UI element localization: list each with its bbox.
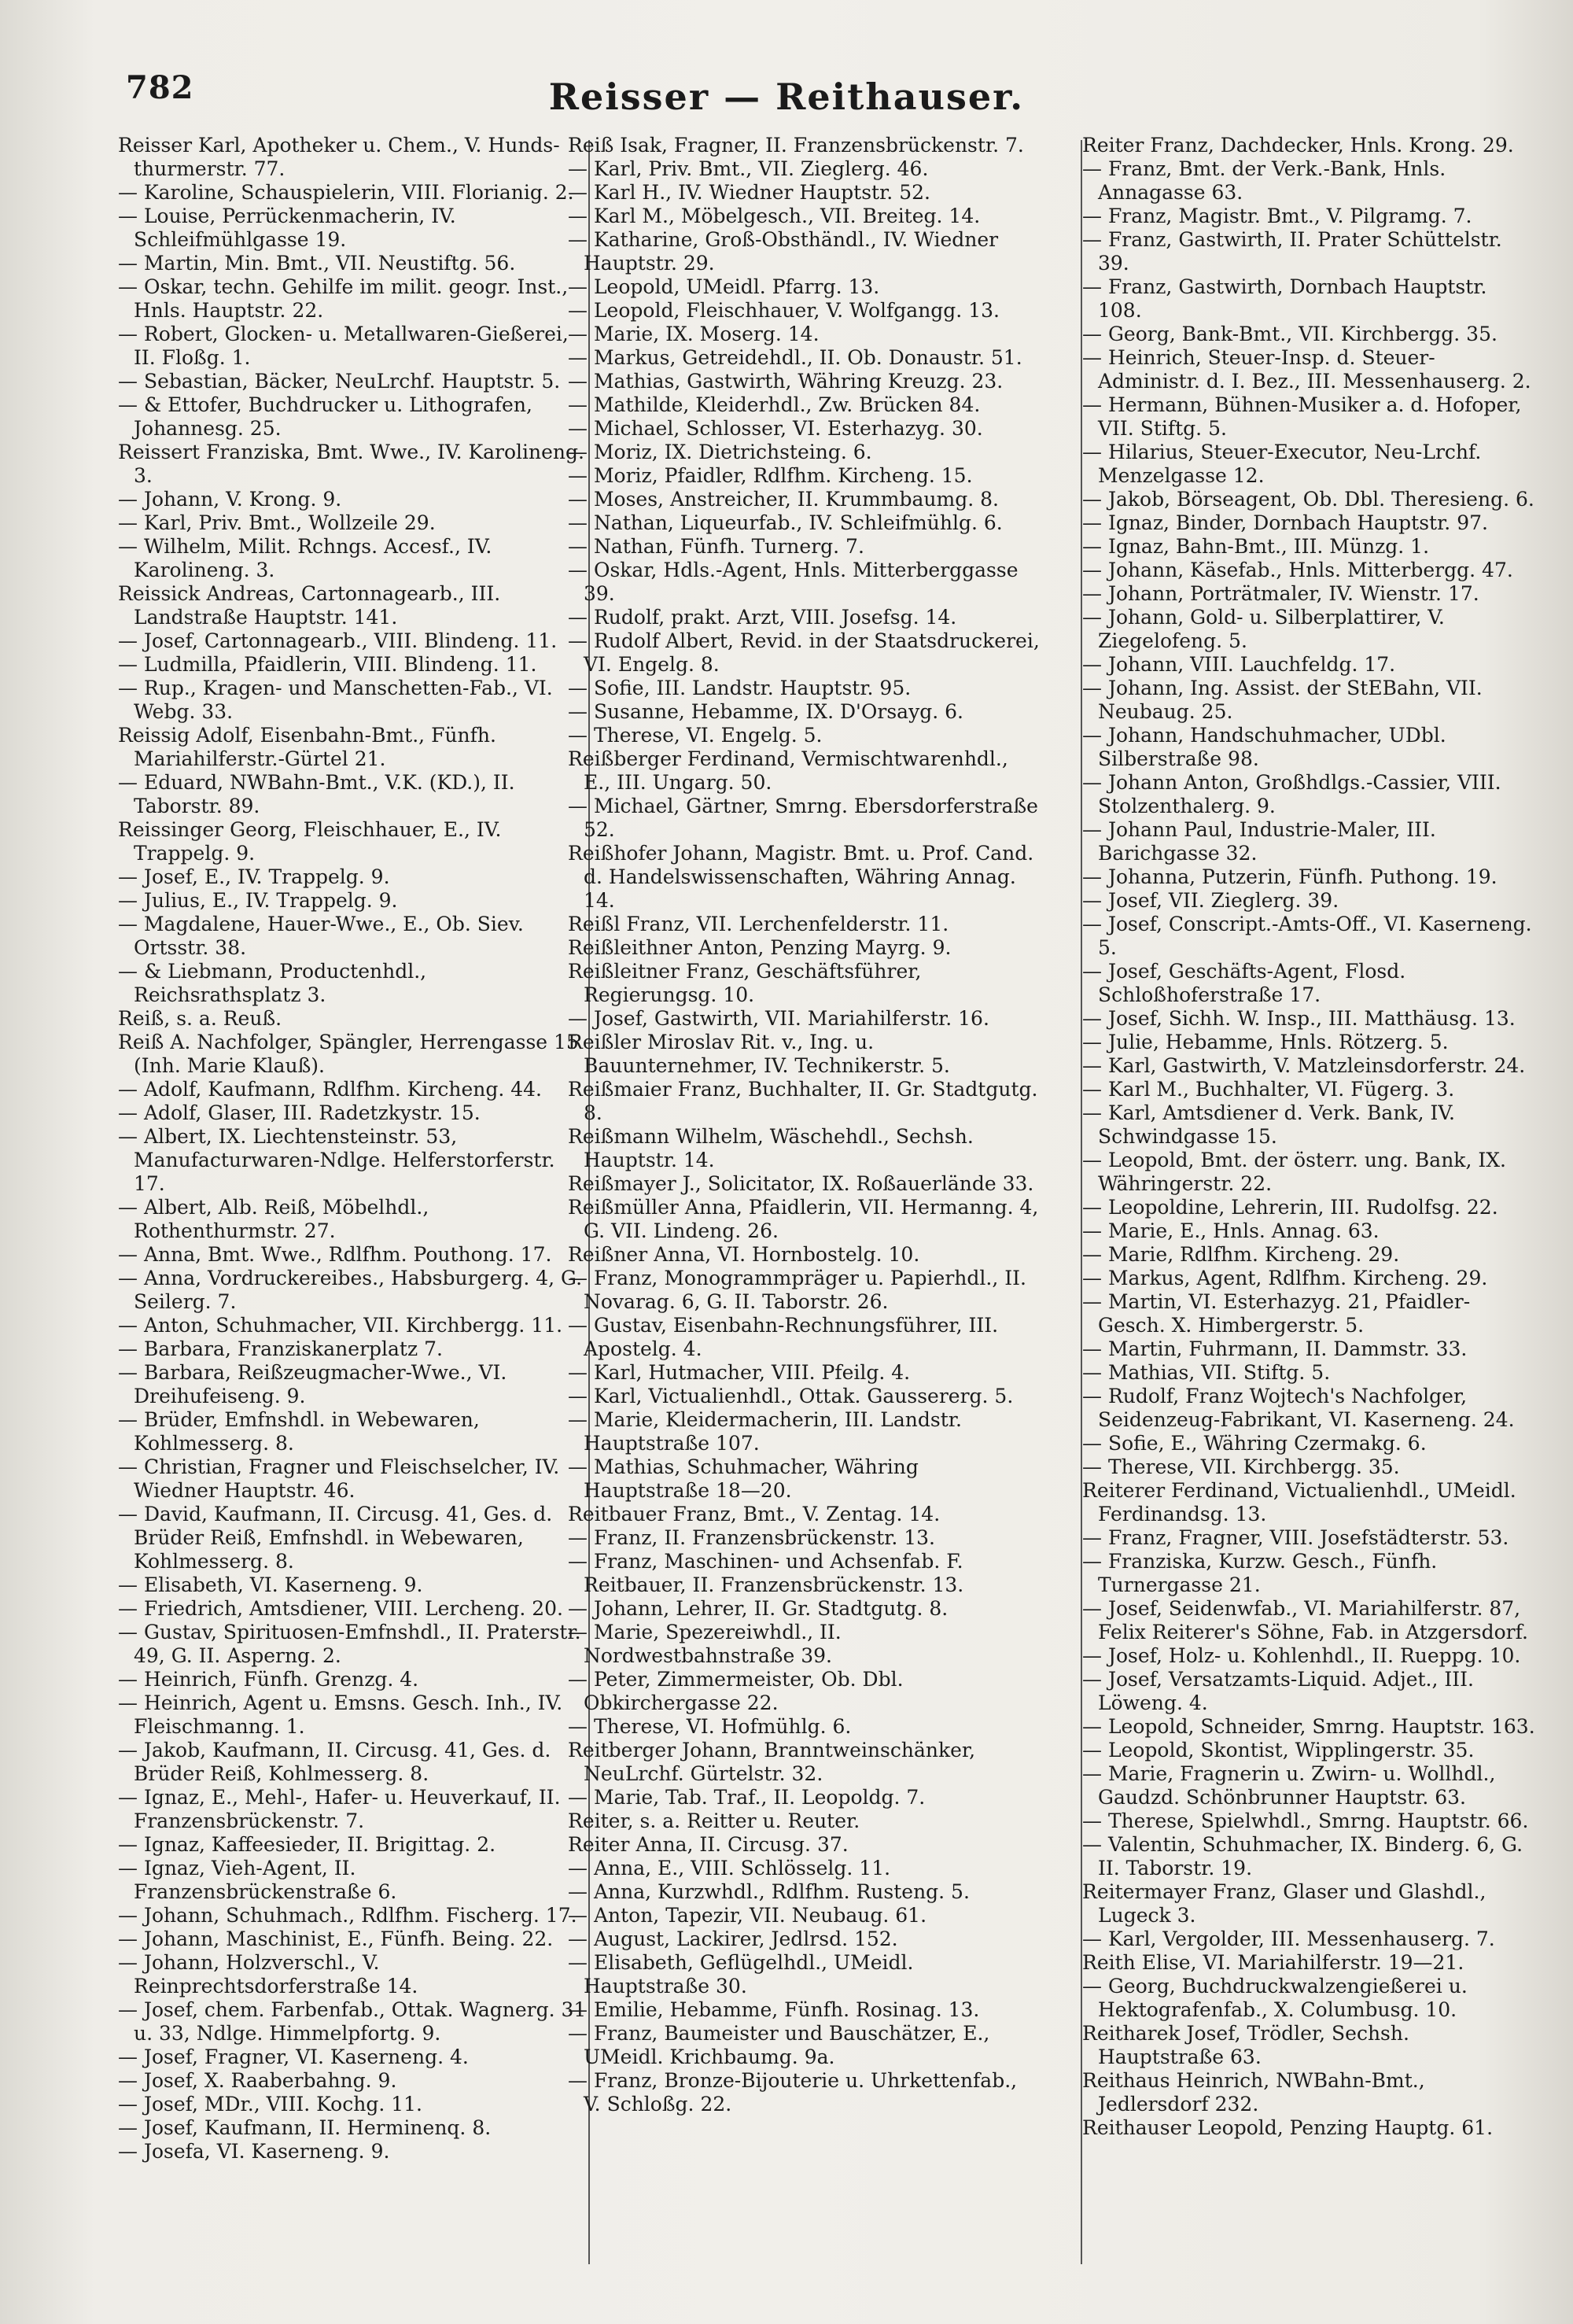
directory-entry: — Anton, Tapezir, VII. Neubaug. 61.: [568, 1904, 927, 1927]
directory-entry: — Christian, Fragner und Fleischselcher, IV. Wiedner Hauptstr. 46.: [118, 1455, 560, 1502]
directory-entry: — Franz, Maschinen- und Achsenfab. F. Reitbauer, II. Franzensbrückenstr. 13.: [568, 1550, 964, 1596]
directory-entry: — Magdalene, Hauer-Wwe., E., Ob. Siev. Ortsstr. 38.: [118, 913, 524, 959]
directory-entry: — Johann, Schuhmach., Rdlfhm. Fischerg. 17.: [118, 1904, 577, 1927]
directory-entry: — Josef, MDr., VIII. Kochg. 11.: [118, 2093, 422, 2116]
directory-entry: — Anna, E., VIII. Schlösselg. 11.: [568, 1857, 891, 1879]
directory-entry: — Michael, Gärtner, Smrng. Ebersdorferstraße 52.: [568, 795, 1038, 841]
directory-entry: — Leopoldine, Lehrerin, III. Rudolfsg. 22.: [1082, 1196, 1498, 1219]
directory-entry: — Albert, Alb. Reiß, Möbelhdl., Rothenthurmstr. 27.: [118, 1196, 429, 1242]
directory-entry: — Karl, Priv. Bmt., Wollzeile 29.: [118, 511, 436, 534]
directory-entry: — Ignaz, Kaffeesieder, II. Brigittag. 2.: [118, 1833, 496, 1856]
directory-entry: — Franz, Bmt. der Verk.-Bank, Hnls. Annagasse 63.: [1082, 157, 1446, 204]
directory-entry: — Josef, Holz- u. Kohlenhdl., II. Rueppg. 10.: [1082, 1644, 1521, 1667]
directory-entry: — Franziska, Kurzw. Gesch., Fünfh. Turnergasse 21.: [1082, 1550, 1438, 1596]
directory-entry: — Barbara, Reißzeugmacher-Wwe., VI. Dreihufeiseng. 9.: [118, 1361, 507, 1407]
directory-entry: Reitermayer Franz, Glaser und Glashdl., Lugeck 3.: [1082, 1880, 1486, 1927]
directory-entry: — Karl M., Möbelgesch., VII. Breiteg. 14.: [568, 205, 981, 227]
directory-entry: Reiter, s. a. Reitter u. Reuter.: [568, 1809, 860, 1832]
directory-entry: — Georg, Bank-Bmt., VII. Kirchbergg. 35.: [1082, 323, 1497, 345]
directory-entry: — Johann, V. Krong. 9.: [118, 488, 342, 511]
directory-entry: — David, Kaufmann, II. Circusg. 41, Ges. d. Brüder Reiß, Emfnshdl. in Webewaren, Kohlmesserg. 8.: [118, 1503, 553, 1573]
directory-entry: Reißhofer Johann, Magistr. Bmt. u. Prof. Cand. d. Handelswissenschaften, Währing Annag. 14.: [568, 842, 1034, 912]
directory-entry: — Gustav, Eisenbahn-Rechnungsführer, III. Apostelg. 4.: [568, 1314, 999, 1360]
column-left: [118, 134, 590, 2164]
directory-entry: Reißleitner Franz, Geschäftsführer, Regierungsg. 10.: [568, 960, 922, 1006]
directory-entry: — Hermann, Bühnen-Musiker a. d. Hofoper, VII. Stiftg. 5.: [1082, 393, 1522, 440]
directory-entry: — Marie, Fragnerin u. Zwirn- u. Wollhdl., Gaudzd. Schönbrunner Hauptstr. 63.: [1082, 1762, 1496, 1809]
directory-entry: — Eduard, NWBahn-Bmt., V.K. (KD.), II. Taborstr. 89.: [118, 771, 515, 817]
directory-entry: — Leopold, Schneider, Smrng. Hauptstr. 163.: [1082, 1715, 1535, 1738]
directory-entry: — Karl, Amtsdiener d. Verk. Bank, IV. Schwindgasse 15.: [1082, 1101, 1455, 1148]
directory-entry: — Jakob, Börseagent, Ob. Dbl. Theresieng. 6.: [1082, 488, 1534, 511]
directory-entry: — Karl, Hutmacher, VIII. Pfeilg. 4.: [568, 1361, 911, 1384]
directory-entry: — Ignaz, Bahn-Bmt., III. Münzg. 1.: [1082, 535, 1430, 558]
directory-entry: — Mathias, Schuhmacher, Währing Hauptstraße 18—20.: [568, 1455, 919, 1502]
directory-entry: Reiter Anna, II. Circusg. 37.: [568, 1833, 849, 1856]
directory-entry: — Sofie, E., Währing Czermakg. 6.: [1082, 1432, 1427, 1455]
directory-entry: Reissig Adolf, Eisenbahn-Bmt., Fünfh. Mariahilferstr.-Gürtel 21.: [118, 724, 496, 770]
directory-entry: — Susanne, Hebamme, IX. D'Orsayg. 6.: [568, 700, 963, 723]
directory-entry: — Katharine, Groß-Obsthändl., IV. Wiedner Hauptstr. 29.: [568, 228, 999, 275]
directory-entry: — Karl, Gastwirth, V. Matzleinsdorferstr. 24.: [1082, 1054, 1526, 1077]
directory-entry: — Mathilde, Kleiderhdl., Zw. Brücken 84.: [568, 393, 981, 416]
directory-entry: — Oskar, techn. Gehilfe im milit. geogr. Inst., Hnls. Hauptstr. 22.: [118, 275, 569, 322]
directory-entry: — Marie, Tab. Traf., II. Leopoldg. 7.: [568, 1786, 926, 1809]
directory-entry: Reißmayer J., Solicitator, IX. Roßauerlände 33.: [568, 1172, 1034, 1195]
directory-entry: — Franz, Bronze-Bijouterie u. Uhrkettenfab., V. Schloßg. 22.: [568, 2069, 1018, 2116]
directory-entry: — Franz, Magistr. Bmt., V. Pilgramg. 7.: [1082, 205, 1472, 227]
directory-entry: — Adolf, Glaser, III. Radetzkystr. 15.: [118, 1101, 481, 1124]
directory-entry: — Josef, VII. Zieglerg. 39.: [1082, 889, 1339, 912]
directory-entry: — Hilarius, Steuer-Executor, Neu-Lrchf. Menzelgasse 12.: [1082, 441, 1482, 487]
directory-entry: Reithauser Leopold, Penzing Hauptg. 61.: [1082, 2116, 1494, 2139]
directory-entry: Reisser Karl, Apotheker u. Chem., V. Hunds-thurmerstr. 77.: [118, 134, 560, 180]
directory-entry: — Julie, Hebamme, Hnls. Rötzerg. 5.: [1082, 1031, 1449, 1053]
directory-entry: — Heinrich, Fünfh. Grenzg. 4.: [118, 1668, 419, 1691]
directory-entry: — Albert, IX. Liechtensteinstr. 53, Manufacturwaren-Ndlge. Helferstorferstr. 17.: [118, 1125, 555, 1195]
directory-entry: Reißmüller Anna, Pfaidlerin, VII. Hermanng. 4, G. VII. Lindeng. 26.: [568, 1196, 1039, 1242]
directory-entry: — Marie, Rdlfhm. Kircheng. 29.: [1082, 1243, 1400, 1266]
directory-entry: — Ludmilla, Pfaidlerin, VIII. Blindeng. 11.: [118, 653, 537, 676]
directory-entry: — Wilhelm, Milit. Rchngs. Accesf., IV. Karolineng. 3.: [118, 535, 492, 581]
directory-entry: Reissert Franziska, Bmt. Wwe., IV. Karolineng. 3.: [118, 441, 584, 487]
directory-entry: — Peter, Zimmermeister, Ob. Dbl. Obkirchergasse 22.: [568, 1668, 904, 1714]
directory-entry: — & Ettofer, Buchdrucker u. Lithografen, Johannesg. 25.: [118, 393, 532, 440]
directory-entry: — Oskar, Hdls.-Agent, Hnls. Mitterberggasse 39.: [568, 559, 1019, 605]
directory-entry: — Karoline, Schauspielerin, VIII. Florianig. 2.: [118, 181, 574, 204]
directory-entry: — Josef, E., IV. Trappelg. 9.: [118, 865, 390, 888]
directory-entry: — Adolf, Kaufmann, Rdlfhm. Kircheng. 44.: [118, 1078, 543, 1101]
directory-entry: — Johann, Lehrer, II. Gr. Stadtgutg. 8.: [568, 1597, 949, 1620]
directory-entry: — Karl M., Buchhalter, VI. Fügerg. 3.: [1082, 1078, 1455, 1101]
column-middle: [568, 134, 1040, 2116]
directory-entry: — Jakob, Kaufmann, II. Circusg. 41, Ges. d. Brüder Reiß, Kohlmesserg. 8.: [118, 1739, 551, 1785]
directory-entry: — Johann, Porträtmaler, IV. Wienstr. 17.: [1082, 582, 1479, 605]
directory-entry: — Josef, Gastwirth, VII. Mariahilferstr. 16.: [568, 1007, 989, 1030]
directory-entry: — Franz, Gastwirth, Dornbach Hauptstr. 108.: [1082, 275, 1487, 322]
directory-entry: — Brüder, Emfnshdl. in Webewaren, Kohlmesserg. 8.: [118, 1408, 480, 1455]
directory-entry: — Franz, Baumeister und Bauschätzer, E., UMeidl. Krichbaumg. 9a.: [568, 2022, 990, 2068]
column-right: [1082, 134, 1535, 2140]
directory-entry: — Marie, E., Hnls. Annag. 63.: [1082, 1219, 1380, 1242]
directory-entry: — Louise, Perrückenmacherin, IV. Schleifmühlgasse 19.: [118, 205, 456, 251]
directory-entry: — Heinrich, Agent u. Emsns. Gesch. Inh., IV. Fleischmanng. 1.: [118, 1691, 563, 1738]
directory-entry: — August, Lackirer, Jedlrsd. 152.: [568, 1927, 898, 1950]
directory-entry: — Elisabeth, Geflügelhdl., UMeidl. Hauptstraße 30.: [568, 1951, 914, 1998]
directory-entry: Reithaus Heinrich, NWBahn-Bmt., Jedlersdorf 232.: [1082, 2069, 1425, 2116]
directory-entry: Reiterer Ferdinand, Victualienhdl., UMeidl. Ferdinandsg. 13.: [1082, 1479, 1516, 1525]
directory-entry: — Marie, Spezereiwhdl., II. Nordwestbahnstraße 39.: [568, 1621, 842, 1667]
directory-entry: — Marie, Kleidermacherin, III. Landstr. Hauptstraße 107.: [568, 1408, 962, 1455]
directory-entry: Reissick Andreas, Cartonnagearb., III. Landstraße Hauptstr. 141.: [118, 582, 501, 629]
directory-entry: — Leopold, Fleischhauer, V. Wolfgangg. 13.: [568, 299, 1000, 322]
page-number: 782: [126, 69, 194, 106]
directory-entry: — Markus, Getreidehdl., II. Ob. Donaustr. 51.: [568, 346, 1022, 369]
directory-entry: — Emilie, Hebamme, Fünfh. Rosinag. 13.: [568, 1998, 980, 2021]
directory-entry: Reißner Anna, VI. Hornbostelg. 10.: [568, 1243, 920, 1266]
directory-entry: Reitberger Johann, Branntweinschänker, NeuLrchf. Gürtelstr. 32.: [568, 1739, 976, 1785]
directory-entry: — Josefa, VI. Kaserneng. 9.: [118, 2140, 390, 2163]
directory-entry: — Mathias, VII. Stiftg. 5.: [1082, 1361, 1331, 1384]
directory-entry: — Karl, Vergolder, III. Messenhauserg. 7.: [1082, 1927, 1495, 1950]
directory-entry: — Johann, VIII. Lauchfeldg. 17.: [1082, 653, 1396, 676]
directory-entry: — Georg, Buchdruckwalzengießerei u. Hektografenfab., X. Columbusg. 10.: [1082, 1975, 1468, 2021]
directory-entry: Reitharek Josef, Trödler, Sechsh. Hauptstraße 63.: [1082, 2022, 1409, 2068]
directory-entry: — Leopold, Bmt. der österr. ung. Bank, IX. Währingerstr. 22.: [1082, 1149, 1506, 1195]
directory-entry: — Josef, X. Raaberbahng. 9.: [118, 2069, 397, 2092]
directory-entry: — Franz, Fragner, VIII. Josefstädterstr. 53.: [1082, 1526, 1509, 1549]
directory-entry: — Karl, Victualienhdl., Ottak. Gaussererg. 5.: [568, 1385, 1014, 1407]
directory-entry: — Johann Paul, Industrie-Maler, III. Barichgasse 32.: [1082, 818, 1436, 865]
directory-entry: Reißmaier Franz, Buchhalter, II. Gr. Stadtgutg. 8.: [568, 1078, 1038, 1124]
directory-entry: — Josef, Conscript.-Amts-Off., VI. Kaserneng. 5.: [1082, 913, 1532, 959]
directory-entry: — Franz, Monogrammpräger u. Papierhdl., II. Novarag. 6, G. II. Taborstr. 26.: [568, 1267, 1026, 1313]
directory-entry: — Josef, Kaufmann, II. Herminenq. 8.: [118, 2116, 492, 2139]
directory-entry: — Therese, VI. Engelg. 5.: [568, 724, 823, 747]
directory-entry: Reißberger Ferdinand, Vermischtwarenhdl., E., III. Ungarg. 50.: [568, 747, 1008, 794]
directory-entry: — Rudolf, Franz Wojtech's Nachfolger, Seidenzeug-Fabrikant, VI. Kaserneng. 24.: [1082, 1385, 1515, 1431]
directory-entry: — Sebastian, Bäcker, NeuLrchf. Hauptstr. 5.: [118, 370, 561, 393]
directory-entry: Reiter Franz, Dachdecker, Hnls. Krong. 29.: [1082, 134, 1514, 157]
directory-entry: Reiß, s. a. Reuß.: [118, 1007, 282, 1030]
directory-entry: — Barbara, Franziskanerplatz 7.: [118, 1337, 443, 1360]
directory-entry: — Marie, IX. Moserg. 14.: [568, 323, 820, 345]
directory-entry: — Martin, Fuhrmann, II. Dammstr. 33.: [1082, 1337, 1468, 1360]
directory-entry: — Therese, VII. Kirchbergg. 35.: [1082, 1455, 1400, 1478]
directory-entry: — Josef, chem. Farbenfab., Ottak. Wagnerg. 31 u. 33, Ndlge. Himmelpfortg. 9.: [118, 1998, 587, 2045]
directory-entry: — Leopold, Skontist, Wipplingerstr. 35.: [1082, 1739, 1475, 1761]
directory-entry: — & Liebmann, Productenhdl., Reichsrathsplatz 3.: [118, 960, 427, 1006]
directory-entry: — Gustav, Spirituosen-Emfnshdl., II. Praterstr. 49, G. II. Asperng. 2.: [118, 1621, 581, 1667]
directory-entry: — Rudolf, prakt. Arzt, VIII. Josefsg. 14.: [568, 606, 957, 629]
directory-entry: Reiß A. Nachfolger, Spängler, Herrengasse 15 (Inh. Marie Klauß).: [118, 1031, 579, 1077]
directory-entry: — Johann, Maschinist, E., Fünfh. Being. 22.: [118, 1927, 554, 1950]
directory-entry: — Johann, Gold- u. Silberplattirer, V. Ziegelofeng. 5.: [1082, 606, 1445, 652]
directory-entry: — Markus, Agent, Rdlfhm. Kircheng. 29.: [1082, 1267, 1488, 1289]
directory-entry: — Heinrich, Steuer-Insp. d. Steuer-Administr. d. I. Bez., III. Messenhauserg. 2.: [1082, 346, 1531, 393]
directory-entry: — Anna, Kurzwhdl., Rdlfhm. Rusteng. 5.: [568, 1880, 970, 1903]
directory-entry: — Rudolf Albert, Revid. in der Staatsdruckerei, VI. Engelg. 8.: [568, 629, 1040, 676]
directory-entry: — Nathan, Liqueurfab., IV. Schleifmühlg. 6.: [568, 511, 1003, 534]
directory-entry: — Elisabeth, VI. Kaserneng. 9.: [118, 1573, 423, 1596]
directory-entry: Reißmann Wilhelm, Wäschehdl., Sechsh. Hauptstr. 14.: [568, 1125, 974, 1171]
directory-entry: — Therese, Spielwhdl., Smrng. Hauptstr. 66.: [1082, 1809, 1529, 1832]
directory-entry: — Josef, Fragner, VI. Kaserneng. 4.: [118, 2045, 469, 2068]
directory-entry: Reiß Isak, Fragner, II. Franzensbrückenstr. 7.: [568, 134, 1024, 157]
directory-entry: — Valentin, Schuhmacher, IX. Binderg. 6, G. II. Taborstr. 19.: [1082, 1833, 1523, 1879]
directory-entry: — Anna, Vordruckereibes., Habsburgerg. 4, G. Seilerg. 7.: [118, 1267, 583, 1313]
directory-entry: Reith Elise, VI. Mariahilferstr. 19—21.: [1082, 1951, 1464, 1974]
directory-entry: — Josef, Geschäfts-Agent, Flosd. Schloßhoferstraße 17.: [1082, 960, 1406, 1006]
directory-entry: — Rup., Kragen- und Manschetten-Fab., VI. Webg. 33.: [118, 677, 553, 723]
directory-entry: — Robert, Glocken- u. Metallwaren-Gießerei, II. Floßg. 1.: [118, 323, 569, 369]
directory-entry: — Nathan, Fünfh. Turnerg. 7.: [568, 535, 864, 558]
directory-entry: — Moriz, IX. Dietrichsteing. 6.: [568, 441, 872, 463]
directory-entry: — Josef, Sichh. W. Insp., III. Matthäusg. 13.: [1082, 1007, 1516, 1030]
directory-entry: — Friedrich, Amtsdiener, VIII. Lercheng. 20.: [118, 1597, 563, 1620]
directory-entry: Reitbauer Franz, Bmt., V. Zentag. 14.: [568, 1503, 941, 1525]
directory-entry: — Ignaz, E., Mehl-, Hafer- u. Heuverkauf, II. Franzensbrückenstr. 7.: [118, 1786, 561, 1832]
directory-entry: — Leopold, UMeidl. Pfarrg. 13.: [568, 275, 880, 298]
directory-entry: — Michael, Schlosser, VI. Esterhazyg. 30.: [568, 417, 983, 440]
directory-entry: — Mathias, Gastwirth, Währing Kreuzg. 23.: [568, 370, 1004, 393]
directory-entry: — Martin, VI. Esterhazyg. 21, Pfaidler-Gesch. X. Himbergerstr. 5.: [1082, 1290, 1471, 1337]
directory-entry: — Karl H., IV. Wiedner Hauptstr. 52.: [568, 181, 930, 204]
directory-entry: — Johann, Käsefab., Hnls. Mitterbergg. 47.: [1082, 559, 1513, 581]
directory-entry: — Johanna, Putzerin, Fünfh. Puthong. 19.: [1082, 865, 1497, 888]
directory-entry: — Johann, Ing. Assist. der StEBahn, VII. Neubaug. 25.: [1082, 677, 1483, 723]
directory-entry: Reissinger Georg, Fleischhauer, E., IV. Trappelg. 9.: [118, 818, 502, 865]
directory-entry: Reißl Franz, VII. Lerchenfelderstr. 11.: [568, 913, 949, 935]
directory-entry: — Moriz, Pfaidler, Rdlfhm. Kircheng. 15.: [568, 464, 973, 487]
directory-entry: Reißleithner Anton, Penzing Mayrg. 9.: [568, 936, 952, 959]
directory-entry: — Sofie, III. Landstr. Hauptstr. 95.: [568, 677, 912, 699]
directory-entry: — Josef, Versatzamts-Liquid. Adjet., III. Löweng. 4.: [1082, 1668, 1474, 1714]
directory-entry: — Anna, Bmt. Wwe., Rdlfhm. Pouthong. 17.: [118, 1243, 552, 1266]
directory-entry: — Julius, E., IV. Trappelg. 9.: [118, 889, 398, 912]
directory-entry: — Johann Anton, Großhdlgs.-Cassier, VIII. Stolzenthalerg. 9.: [1082, 771, 1501, 817]
running-head: Reisser — Reithauser.: [548, 76, 1025, 118]
directory-entry: — Therese, VI. Hofmühlg. 6.: [568, 1715, 852, 1738]
directory-entry: — Josef, Cartonnagearb., VIII. Blindeng. 11.: [118, 629, 558, 652]
directory-entry: — Johann, Handschuhmacher, UDbl. Silberstraße 98.: [1082, 724, 1446, 770]
directory-entry: — Karl, Priv. Bmt., VII. Zieglerg. 46.: [568, 157, 929, 180]
directory-entry: — Ignaz, Binder, Dornbach Hauptstr. 97.: [1082, 511, 1488, 534]
directory-entry: — Franz, II. Franzensbrückenstr. 13.: [568, 1526, 935, 1549]
directory-entry: — Martin, Min. Bmt., VII. Neustiftg. 56.: [118, 252, 516, 275]
directory-entry: — Johann, Holzverschl., V. Reinprechtsdorferstraße 14.: [118, 1951, 418, 1998]
directory-entry: — Ignaz, Vieh-Agent, II. Franzensbrückenstraße 6.: [118, 1857, 397, 1903]
directory-entry: — Moses, Anstreicher, II. Krummbaumg. 8.: [568, 488, 999, 511]
directory-entry: — Josef, Seidenwfab., VI. Mariahilferstr. 87, Felix Reiterer's Söhne, Fab. in Atzgersdorf.: [1082, 1597, 1528, 1643]
directory-entry: Reißler Miroslav Rit. v., Ing. u. Bauunternehmer, IV. Technikerstr. 5.: [568, 1031, 950, 1077]
directory-entry: — Franz, Gastwirth, II. Prater Schüttelstr. 39.: [1082, 228, 1502, 275]
directory-entry: — Anton, Schuhmacher, VII. Kirchbergg. 11.: [118, 1314, 563, 1337]
